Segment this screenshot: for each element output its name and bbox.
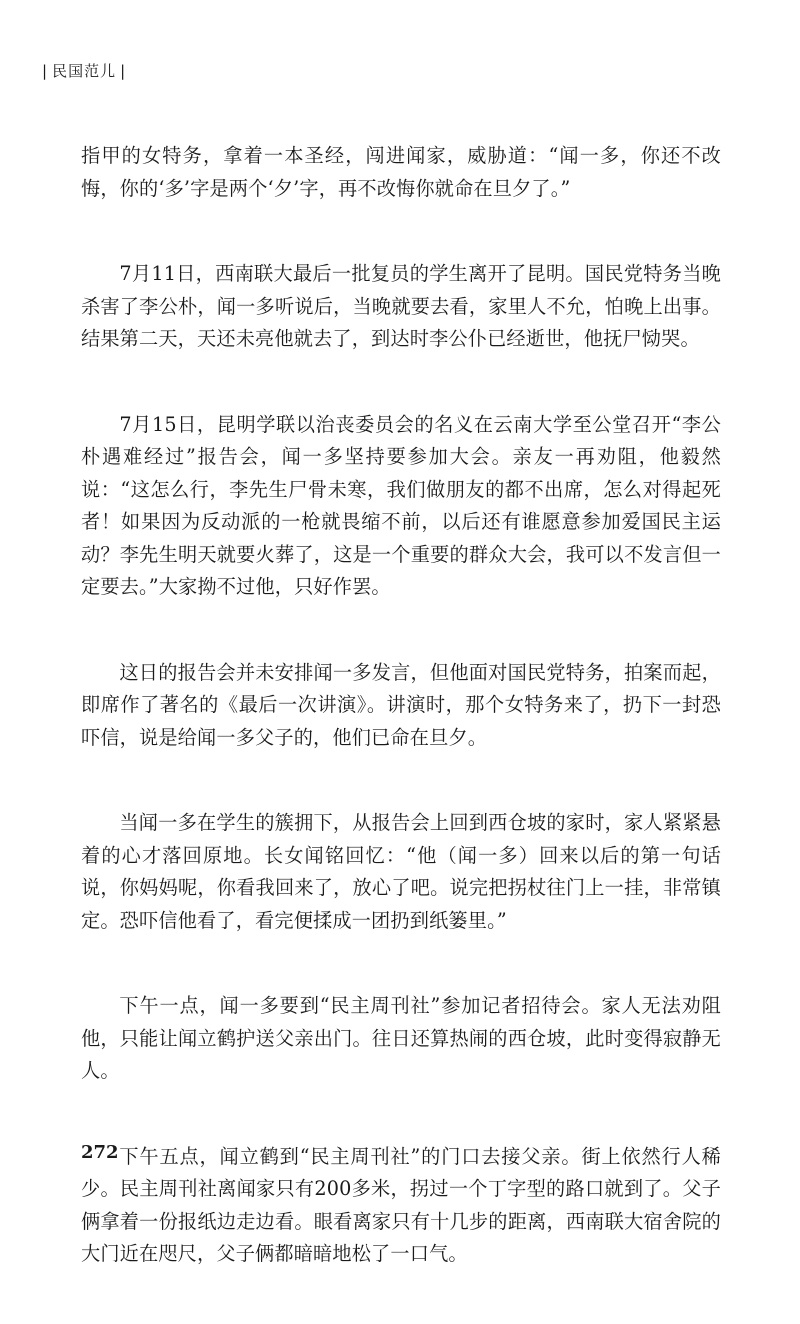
- paragraph-2: 7月11日，西南联大最后一批复员的学生离开了昆明。国民党特务当晚杀害了李公朴，闻一多听说后，当晚就要去看，家里人不允，怕晚上出事。结果第二天，天还未亮他就去了，到达时李公仆已经逝世，他抚尸恸哭。: [81, 262, 721, 350]
- header-divider-left: |: [42, 62, 49, 80]
- page-number: 272: [81, 1142, 119, 1163]
- paragraph-4: 这日的报告会并未安排闻一多发言，但他面对国民党特务，拍案而起，即席作了著名的《最后一次讲演》。讲演时，那个女特务来了，扔下一封恐吓信，说是给闻一多父子的，他们已命在旦夕。: [81, 660, 721, 749]
- book-title: 民国范儿: [52, 62, 117, 80]
- paragraph-6: 下午一点，闻一多要到“民主周刊社”参加记者招待会。家人无法劝阻他，只能让闻立鹤护送父亲出门。往日还算热闹的西仓坡，此时变得寂静无人。: [81, 994, 721, 1082]
- paragraph-3: 7月15日，昆明学联以治丧委员会的名义在云南大学至公堂召开“李公朴遇难经过”报告会，闻一多坚持要参加大会。亲友一再劝阻，他毅然说：“这怎么行，李先生尸骨未寒，我们做朋友的都不出席，怎么对得起死者！如果因为反动派的一枪就畏缩不前，以后还有谁愿意参加爱国民主运动？李先生明天就要火葬了，这是一个重要的群众大会，我可以不发言但一定要去。”大家拗不过他，只好作罢。: [81, 412, 721, 598]
- paragraph-5: 当闻一多在学生的簇拥下，从报告会上回到西仓坡的家时，家人紧紧悬着的心才落回原地。长女闻铭回忆：“他（闻一多）回来以后的第一句话说，你妈妈呢，你看我回来了，放心了吧。说完把拐杖往门上一挂，非常镇定。恐吓信他看了，看完便揉成一团扔到纸篓里。”: [81, 811, 721, 932]
- running-header: [38, 60, 130, 81]
- paragraph-1: 指甲的女特务，拿着一本圣经，闯进闻家，威胁道：“闻一多，你还不改悔，你的‘多’字是两个‘夕’字，再不改悔你就命在旦夕了。”: [81, 144, 721, 200]
- paragraph-7: 下午五点，闻立鹤到“民主周刊社”的门口去接父亲。街上依然行人稀少。民主周刊社离闻家只有200多米，拐过一个丁字型的路口就到了。父子俩拿着一份报纸边走边看。眼看离家只有十几步的距离，西南联大宿舍院的大门近在咫尺，父子俩都暗暗地松了一口气。: [81, 1144, 721, 1265]
- page-body: [81, 140, 721, 1324]
- header-divider-right: |: [120, 62, 127, 80]
